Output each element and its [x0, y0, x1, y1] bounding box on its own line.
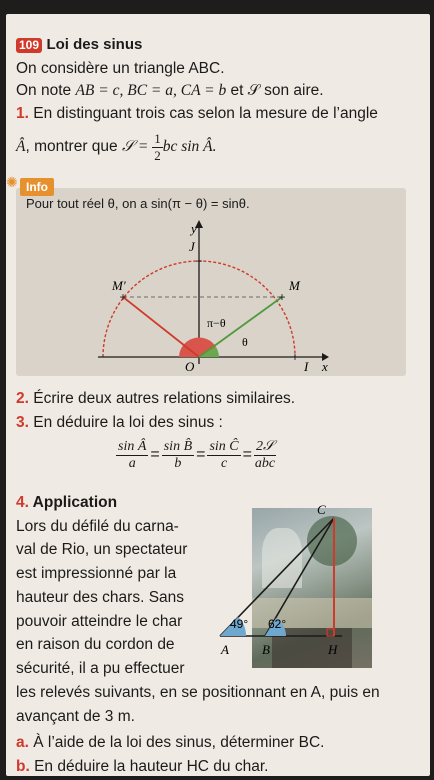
application-line-6: en raison du cordon de: [16, 636, 175, 653]
intro-math: AB = c, BC = a, CA = b: [75, 82, 227, 99]
question-4a-letter: a.: [16, 734, 29, 751]
angle-b-value: 62°: [268, 617, 287, 631]
label-c: C: [317, 502, 326, 517]
intro-text: On note: [16, 82, 76, 99]
fraction-2-numerator: sin B̂: [163, 439, 193, 454]
label-i: I: [304, 359, 309, 374]
half-numerator: 1: [154, 131, 161, 146]
fraction-1-denominator: a: [128, 456, 136, 471]
point-m-prime-mark: +: [119, 290, 127, 304]
angle-a-symbol: Â: [16, 138, 26, 156]
point-i-mark: +: [291, 350, 299, 364]
question-4b: [16, 758, 268, 776]
question-1-text-2: , montrer que: [25, 138, 122, 156]
label-h: H: [328, 642, 338, 657]
label-y: y: [191, 221, 197, 236]
right-angle-mark: [327, 629, 334, 636]
fraction-1-numerator: sin Â: [118, 439, 147, 454]
question-4a-text: À l’aide de la loi des sinus, déterminer BC.: [28, 734, 325, 751]
point-j-mark: +: [195, 254, 203, 268]
fraction-4-denominator: abc: [254, 456, 276, 471]
equals-sign: =: [242, 446, 252, 463]
exercise-number: 109: [16, 38, 42, 53]
triangle-figure: [6, 14, 430, 776]
question-3-number: 3.: [16, 414, 29, 431]
intro-line-1: On considère un triangle ABC.: [16, 60, 225, 77]
area-formula-start: 𝒮 =: [121, 138, 153, 156]
equals-sign: =: [196, 446, 206, 463]
info-text: Pour tout réel θ, on a sin(π − θ) = sinθ.: [26, 196, 250, 211]
application-line-2: val de Rio, un spectateur: [16, 541, 188, 558]
half-denominator: 2: [154, 148, 161, 163]
fraction-2-denominator: b: [174, 456, 182, 471]
question-4-title: Application: [28, 494, 118, 511]
label-m-prime: M′: [112, 278, 126, 293]
question-4a: [16, 734, 324, 752]
fraction-3-numerator: sin Ĉ: [209, 439, 239, 454]
label-x: x: [322, 359, 328, 374]
question-1-number: 1.: [16, 105, 29, 122]
question-4-number: 4.: [16, 494, 29, 511]
label-pi-minus-theta: π−θ: [207, 316, 226, 330]
question-4b-text: En déduire la hauteur HC du char.: [29, 758, 269, 775]
question-4b-letter: b.: [16, 758, 30, 775]
info-tag: Info: [20, 178, 54, 196]
question-2-text: Écrire deux autres relations similaires.: [28, 390, 296, 407]
angle-a-value: 49°: [230, 617, 249, 631]
textbook-page: [6, 14, 430, 776]
application-line-4: hauteur des chars. Sans: [16, 589, 185, 606]
label-o: O: [185, 359, 195, 374]
question-2-number: 2.: [16, 390, 29, 407]
equals-sign: =: [150, 446, 160, 463]
point-m-mark: +: [278, 290, 286, 304]
application-line-9: avançant de 3 m.: [16, 708, 135, 725]
application-line-8: les relevés suivants, en se positionnant en A, puis en: [16, 684, 380, 701]
fraction-3-denominator: c: [220, 456, 228, 471]
application-line-7: sécurité, il a pu effectuer: [16, 660, 185, 677]
application-line-1: Lors du défilé du carna-: [16, 518, 179, 535]
label-theta: θ: [242, 335, 248, 349]
application-line-3: est impressionné par la: [16, 565, 177, 582]
label-a: A: [221, 642, 229, 657]
label-j: J: [189, 239, 195, 254]
label-m: M: [289, 278, 300, 293]
question-1-text: En distinguant trois cas selon la mesure de l’angle: [28, 105, 378, 122]
sun-icon: ✺: [6, 174, 18, 190]
fraction-4-numerator: 2𝒮: [256, 439, 274, 454]
exercise-title: Loi des sinus: [46, 36, 143, 53]
question-3-text: En déduire la loi des sinus :: [28, 414, 223, 431]
intro-text-end: et 𝒮 son aire.: [226, 82, 324, 99]
area-formula-end: bc sin Â.: [162, 138, 217, 156]
label-b: B: [262, 642, 270, 657]
application-line-5: pouvoir atteindre le char: [16, 613, 183, 630]
